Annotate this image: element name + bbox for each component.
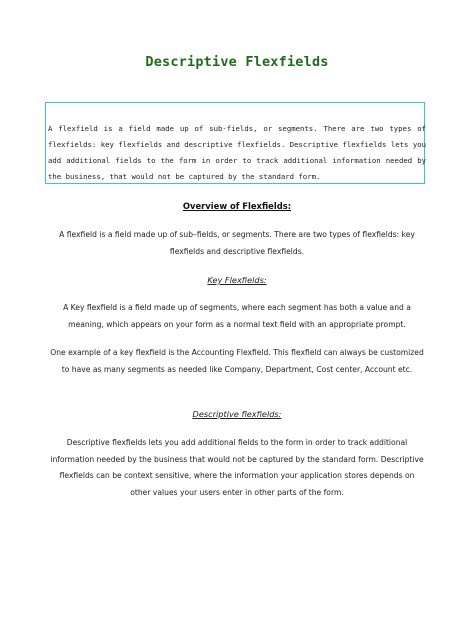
descriptive-flexfields-heading: Descriptive flexfields: (192, 409, 282, 419)
page-title: Descriptive Flexfields (145, 54, 329, 70)
key-flexfields-paragraph-1: A Key flexfield is a field made up of segments, where each segment has both a value and a meaning, which appears on your form as a normal text field with an appropriate prompt. (63, 303, 411, 329)
key-flexfields-paragraph-2: One example of a key flexfield is the Accounting Flexfield. This flexfield can always be customized to have as many segments as needed like Company, Department, Cost center, Account etc. (50, 348, 424, 374)
intro-paragraph: A flexfield is a field made up of sub-fields, or segments. There are two types of flexfields: key flexfields and descriptive flexfields. Descriptive flexfields lets you add additional fields to the form in order to track additional information needed by the business, that would not be captured by the standard form. (48, 124, 426, 181)
overview-heading: Overview of Flexfields: (182, 201, 292, 211)
descriptive-flexfields-paragraph: Descriptive flexfields lets you add additional fields to the form in order to track additional information needed by the business that would not be captured by the standard form. Descriptive flexfields can be context sensitive, where the information your application stores depends on other values your users enter in other parts of the form. (50, 438, 424, 497)
overview-paragraph: A flexfield is a field made up of sub–fields, or segments. There are two types of flexfields: key flexfields and descriptive flexfields. (59, 230, 415, 256)
key-flexfields-heading: Key Flexfields: (207, 275, 267, 285)
